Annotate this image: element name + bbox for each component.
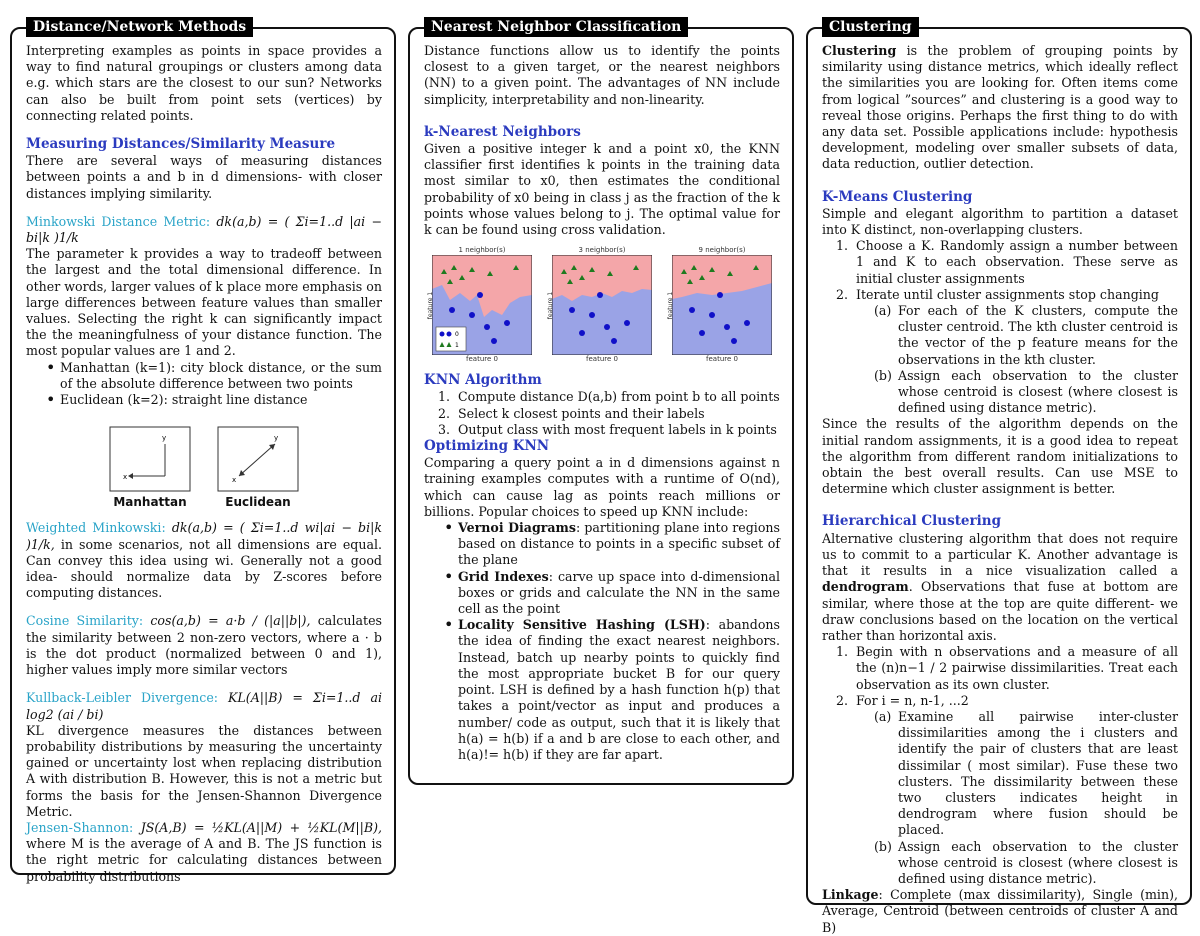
js-formula: JS(A,B) = ½KL(A||M) + ½KL(M||B), <box>140 819 382 835</box>
opt-list <box>446 520 780 763</box>
distance-diagrams <box>26 426 382 510</box>
column-nearest-neighbor <box>408 19 794 785</box>
manhattan-diagram <box>109 426 191 510</box>
knn-plot-1 <box>432 255 532 355</box>
svg-text:y: y <box>274 434 279 443</box>
hier-substep: (b) Assign each observation to the cluster whose centroid is closest (where closest is defined using distance metric). <box>874 838 1178 886</box>
weighted-text: in some scenarios, not all dimensions are equal. Can convey this idea using wi. Generally not a good idea- should normalize data by Z-scores before computing distances. <box>26 536 382 601</box>
euclidean-diagram <box>217 426 299 510</box>
svg-text:y: y <box>162 434 167 443</box>
hier-text: Alternative clustering algorithm that does not require us to commit to a particular K. Another advantage is that it results in a nice visualization called a dendrogram. Observations that fuse at bottom are similar, where those at the top are quite different- we draw conclusions based on the location on the vertical rather than horizontal axis. <box>822 530 1178 643</box>
js-text: where M is the average of A and B. The JS function is the right metric for calculating distances between probability distributions <box>26 836 382 884</box>
opt-text: Comparing a query point a in d dimensions against n training examples computes with a runtime of O(nd), which can cause lag as points reach millions or billions. Popular choices to speed up KNN include: <box>424 455 780 519</box>
weighted-term: Weighted Minkowski: <box>26 520 166 536</box>
opt-item: • Locality Sensitive Hashing (LSH): abandons the idea of finding the exact nearest neighbors. Instead, batch up nearby points to quickly find the most appropriate bucket B for our query point. LSH is defined by a hash function h(p) that takes a point/vector as input and produces a number/ code as output, such that it is likely that h(a) = h(b) if a and b are close to each other, and h(a)!= h(b) if they are far apart. <box>446 617 780 763</box>
intro-text: Interpreting examples as points in space provides a way to find natural groupings or clusters among data e.g. which stars are the closest to our sun? Networks can also be built from point sets (vertices) by connecting related points. <box>26 43 382 123</box>
kl-term: Kullback-Leibler Divergence: <box>26 690 219 706</box>
section-heading: k-Nearest Neighbors <box>424 123 581 140</box>
panel-title: 1 neighbor(s) <box>458 246 506 255</box>
axis-y-label: feature 1 <box>667 292 675 320</box>
kmeans-steps <box>836 238 1178 416</box>
minkowski-text: The parameter k provides a way to tradeoff between the largest and the total dimensional difference. In other words, larger values of k place more emphasis on large differences between feature values than smaller values. Selecting the right k can significantly impact the the meaningfulness of your distance function. The most popular values are 1 and 2. <box>26 246 382 359</box>
intro-text: Distance functions allow us to identify the points closest to a given target, or the nearest neighbors (NN) to a given point. The advantages of NN include simplicity, interpretability and non-linearity. <box>424 43 780 107</box>
diagram-label: Manhattan <box>113 495 187 510</box>
algo-step: 1. Compute distance D(a,b) from point b to all points <box>438 389 780 405</box>
diagram-label: Euclidean <box>225 495 291 510</box>
cosine-term: Cosine Similarity: <box>26 613 144 629</box>
legend-label: 0 <box>455 331 459 339</box>
measuring-text: There are several ways of measuring distances between points a and b in d dimensions- with closer distances implying similarity. <box>26 153 382 201</box>
kmeans-step: 2. Iterate until cluster assignments stop changing (a) For each of the K clusters, compute the cluster centroid. The kth cluster centroid is the vector of the p feature means for the observations in the kth cluster. (b) Assign each observation to the cluster whose centroid is closest (where closest is defined using distance metric). <box>836 286 1178 416</box>
kl-formula: KL(A||B) = Σi=1..d ai log2 (ai / bi) <box>26 690 382 722</box>
axis-x-label: feature 0 <box>706 355 738 364</box>
minkowski-block <box>26 214 382 246</box>
algo-step: 3. Output class with most frequent labels in k points <box>438 421 777 437</box>
column-title: Distance/Network Methods <box>26 17 253 37</box>
algo-step: 2. Select k closest points and their labels <box>438 405 705 421</box>
opt-item: • Grid Indexes: carve up space into d-dimensional boxes or grids and calculate the NN in the same cell as the point <box>446 569 780 618</box>
kmeans-step: 1. Choose a K. Randomly assign a number between 1 and K to each observation. These serve as initial cluster assignments <box>836 238 1178 286</box>
bullet-euclidean: • Euclidean (k=2): straight line distance <box>48 392 382 408</box>
axis-x-label: feature 0 <box>586 355 618 364</box>
knn-text: Given a positive integer k and a point x0, the KNN classifier first identifies k points in the training data most similar to x0, then estimates the conditional probability of x0 being in class j as the fraction of the k points whose values belong to j. The optimal value for k can be found using cross validation. <box>424 141 780 238</box>
svg-text:x: x <box>232 476 237 485</box>
hier-substep: (a) Examine all pairwise inter-cluster dissimilarities among the i clusters and identify the pair of clusters that are least dissimilar ( most similar). Fuse these two clusters. The dissimilarity between these two clusters indicates height in dendrogram where fusion should be placed. <box>874 708 1178 838</box>
knn-panel-3 <box>547 246 657 364</box>
kmeans-text: Simple and elegant algorithm to partition a dataset into K distinct, non-overlapping clusters. <box>822 205 1178 238</box>
knn-plot-3 <box>552 255 652 355</box>
hier-step: 1. Begin with n observations and a measure of all the (n)n−1 / 2 pairwise dissimilarities. Treat each observation as its own cluster. <box>836 644 1178 692</box>
cosine-text: calculates the similarity between 2 non-zero vectors, where a · b is the dot product (normalized between 0 and 1), higher values imply more similar vectors <box>26 613 382 678</box>
minkowski-term: Minkowski Distance Metric: <box>26 213 211 229</box>
kl-block <box>26 690 382 722</box>
kmeans-substeps <box>874 303 1178 416</box>
weighted-block <box>26 520 382 601</box>
weighted-formula: dk(a,b) = ( Σi=1..d wi|ai − bi|k )1/k, <box>26 520 382 552</box>
section-heading: Measuring Distances/Similarity Measure <box>26 136 336 153</box>
js-term: Jensen-Shannon: <box>26 819 134 835</box>
axis-x-label: feature 0 <box>466 355 498 364</box>
knn-panel-1 <box>427 246 537 364</box>
kmeans-after: Since the results of the algorithm depends on the initial random assignments, it is a good idea to repeat the algorithm from different random initializations to obtain the best overall results. Can use MSE to determine which cluster assignment is better. <box>822 416 1178 497</box>
hier-steps <box>836 644 1178 887</box>
panel-title: 3 neighbor(s) <box>578 246 626 255</box>
kmeans-substep: (b) Assign each observation to the cluster whose centroid is closest (where closest is defined using distance metric). <box>874 367 1178 416</box>
column-title: Clustering <box>822 17 919 37</box>
linkage-text: Linkage: Complete (max dissimilarity), Single (min), Average, Centroid (between centroids of cluster A and B) <box>822 887 1178 935</box>
knn-panel-9 <box>667 246 777 364</box>
minkowski-formula: dk(a,b) = ( Σi=1..d |ai − bi|k )1/k <box>26 213 382 246</box>
kmeans-substep: (a) For each of the K clusters, compute the cluster centroid. The kth cluster centroid is the vector of the p feature means for the observations in the kth cluster. <box>874 303 1178 367</box>
hier-substeps <box>874 709 1178 887</box>
section-heading: K-Means Clustering <box>822 188 973 205</box>
column-clustering <box>806 19 1192 935</box>
cosine-formula: cos(a,b) = a·b / (|a||b|), <box>150 613 311 629</box>
opt-item: • Vernoi Diagrams: partitioning plane into regions based on distance to points in a specific subset of the plane <box>446 520 780 569</box>
panel-title: 9 neighbor(s) <box>698 246 746 255</box>
section-heading: Optimizing KNN <box>424 438 550 455</box>
distance-bullets <box>48 360 382 409</box>
axis-y-label: feature 1 <box>547 292 555 320</box>
knn-figure <box>424 246 780 364</box>
cosine-block <box>26 613 382 678</box>
section-heading: Hierarchical Clustering <box>822 513 1002 530</box>
legend-label: 1 <box>455 342 459 350</box>
column-distance-methods <box>10 19 396 884</box>
svg-text:x: x <box>123 473 128 482</box>
axis-y-label: feature 1 <box>427 292 435 320</box>
section-heading: KNN Algorithm <box>424 372 542 389</box>
bullet-manhattan: • Manhattan (k=1): city block distance, or the sum of the absolute difference between two points <box>48 360 382 392</box>
js-block <box>26 820 382 885</box>
intro-text: Clustering is the problem of grouping points by similarity using distance metrics, which ideally reflect the similarities you are looking for. Often items come from logical ”sources” and clustering is a good way to reveal those origins. Perhaps the first thing to do with any data set. Possible applications include: hypothesis development, modeling over smaller subsets of data, data reduction, outlier detection. <box>822 43 1178 172</box>
hier-step: 2. For i = n, n-1, ...2 (a) Examine all pairwise inter-cluster dissimilarities among the i clusters and identify the pair of clusters that are least dissimilar ( most similar). Fuse these two clusters. The dissimilarity between these two clusters indicates height in dendrogram where fusion should be placed. (b) Assign each observation to the cluster whose centroid is closest (where closest is defined using distance metric). <box>836 692 1178 886</box>
kl-text: KL divergence measures the distances between probability distributions by measuring the uncertainty gained or uncertainty lost when replacing distribution A with distribution B. However, this is not a metric but forms the basis for the Jensen-Shannon Divergence Metric. <box>26 722 382 819</box>
column-title: Nearest Neighbor Classification <box>424 17 688 37</box>
knn-plot-9 <box>672 255 772 355</box>
knn-algorithm-steps <box>438 389 780 438</box>
